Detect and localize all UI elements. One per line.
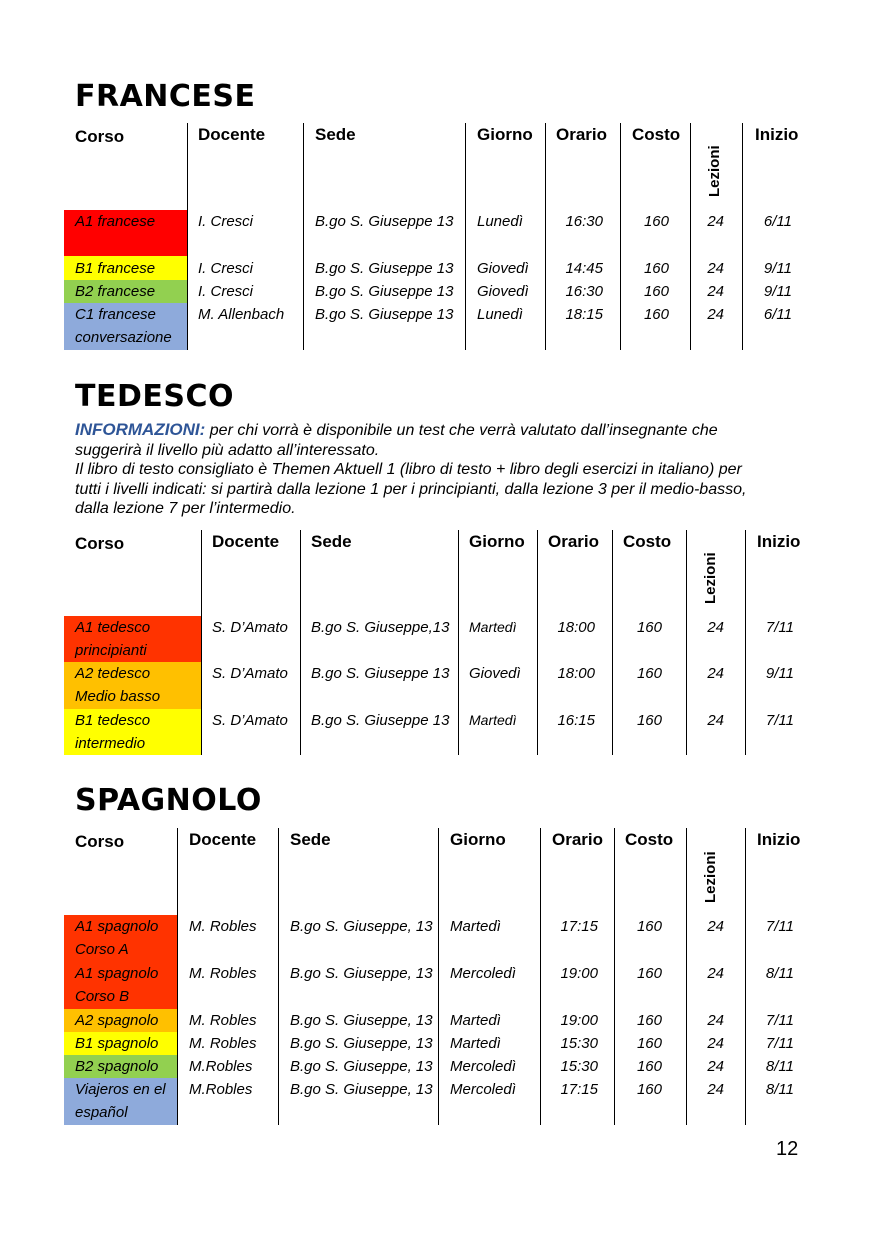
cost: 160	[636, 1058, 662, 1075]
course-name: B2 spagnolo	[75, 1058, 159, 1075]
time: 15:30	[560, 1035, 598, 1052]
time: 18:00	[557, 665, 595, 682]
teacher: M. Robles	[189, 1035, 257, 1052]
cost: 160	[636, 1035, 662, 1052]
day: Martedì	[469, 619, 517, 635]
time: 15:30	[560, 1058, 598, 1075]
time: 18:00	[557, 619, 595, 636]
cost: 160	[636, 1081, 662, 1098]
page-number: 12	[776, 1138, 799, 1160]
time: 18:15	[565, 306, 603, 323]
lessons: 24	[707, 665, 724, 682]
teacher: S. D’Amato	[212, 619, 288, 636]
header-sede: Sede	[315, 125, 356, 144]
time: 16:30	[565, 283, 603, 300]
location: B.go S. Giuseppe, 13	[290, 1081, 433, 1098]
teacher: I. Cresci	[198, 213, 254, 230]
time: 14:45	[565, 260, 603, 277]
course-name: B2 francese	[75, 283, 156, 300]
lessons: 24	[707, 1012, 724, 1029]
lessons: 24	[707, 1081, 724, 1098]
course-name: A1 francese	[75, 213, 156, 230]
course-name: A2 spagnolo	[75, 1012, 159, 1029]
course-name: B1 spagnolo	[75, 1035, 159, 1052]
info-text: Il libro di testo consigliato è Themen Aktuell 1 (libro di testo + libro degli esercizi in italiano) per	[75, 461, 742, 478]
info-text: per chi vorrà è disponibile un test che verrà valutato dall’insegnante che	[205, 422, 718, 439]
location: B.go S. Giuseppe 13	[311, 665, 450, 682]
start-date: 8/11	[765, 1081, 794, 1098]
header-corso: Corso	[75, 534, 125, 553]
location: B.go S. Giuseppe 13	[311, 712, 450, 729]
start-date: 9/11	[763, 283, 792, 300]
time: 19:00	[560, 965, 598, 982]
cost: 160	[636, 1012, 662, 1029]
header-corso: Corso	[75, 127, 125, 146]
day: Martedì	[450, 1035, 501, 1052]
start-date: 8/11	[765, 965, 794, 982]
lessons: 24	[707, 1035, 724, 1052]
location: B.go S. Giuseppe 13	[315, 213, 454, 230]
course-name-line2: principianti	[75, 642, 147, 659]
info-text: dalla lezione 7 per l’intermedio.	[75, 500, 296, 517]
day: Martedì	[469, 712, 517, 728]
cost: 160	[643, 283, 669, 300]
teacher: M.Robles	[189, 1081, 253, 1098]
course-name: C1 francese	[75, 306, 156, 323]
teacher: M. Robles	[189, 965, 257, 982]
cost: 160	[636, 665, 662, 682]
info-label: INFORMAZIONI:	[75, 420, 206, 439]
header-giorno: Giorno	[469, 532, 525, 551]
location: B.go S. Giuseppe,13	[311, 619, 450, 636]
column-divider	[177, 828, 178, 1125]
cost: 160	[643, 213, 669, 230]
lessons: 24	[707, 918, 724, 935]
course-name: A1 spagnolo	[75, 965, 159, 982]
day: Lunedì	[477, 306, 523, 323]
day: Lunedì	[477, 213, 523, 230]
section-title-tedesco: TEDESCO	[75, 379, 234, 414]
time: 16:15	[557, 712, 595, 729]
teacher: S. D’Amato	[212, 712, 288, 729]
info-text: suggerirà il livello più adatto all’interessato.	[75, 441, 380, 459]
lessons: 24	[707, 306, 724, 323]
start-date: 7/11	[765, 1012, 794, 1029]
location: B.go S. Giuseppe, 13	[290, 1012, 433, 1029]
day: Giovedì	[477, 260, 529, 277]
lessons: 24	[707, 712, 724, 729]
teacher: M. Robles	[189, 1012, 257, 1029]
lessons: 24	[707, 965, 724, 982]
header-giorno: Giorno	[450, 830, 506, 849]
teacher: I. Cresci	[198, 260, 254, 277]
start-date: 9/11	[765, 665, 794, 682]
start-date: 6/11	[763, 213, 792, 230]
course-name: Viajeros en el	[75, 1081, 166, 1098]
course-name-line2: español	[75, 1104, 128, 1121]
start-date: 7/11	[765, 619, 794, 636]
header-docente: Docente	[198, 125, 266, 144]
course-name: A1 spagnolo	[75, 918, 159, 935]
start-date: 7/11	[765, 712, 794, 729]
column-divider	[745, 828, 746, 1125]
header-sede: Sede	[290, 830, 331, 849]
time: 17:15	[560, 1081, 598, 1098]
start-date: 9/11	[763, 260, 792, 277]
section-title-francese: FRANCESE	[75, 79, 256, 114]
column-divider	[540, 828, 541, 1125]
day: Martedì	[450, 918, 501, 935]
location: B.go S. Giuseppe, 13	[290, 918, 433, 935]
header-costo: Costo	[625, 830, 674, 849]
course-name: B1 francese	[75, 260, 156, 277]
location: B.go S. Giuseppe, 13	[290, 1058, 433, 1075]
lessons: 24	[707, 1058, 724, 1075]
course-name: B1 tedesco	[75, 712, 151, 729]
teacher: I. Cresci	[198, 283, 254, 300]
header-inizio: Inizio	[755, 125, 799, 144]
header-giorno: Giorno	[477, 125, 533, 144]
time: 17:15	[560, 918, 598, 935]
cost: 160	[636, 965, 662, 982]
cost: 160	[636, 918, 662, 935]
header-inizio: Inizio	[757, 830, 801, 849]
section-title-spagnolo: SPAGNOLO	[75, 783, 262, 818]
course-name: A1 tedesco	[75, 619, 151, 636]
header-corso: Corso	[75, 832, 125, 851]
start-date: 8/11	[765, 1058, 794, 1075]
header-docente: Docente	[189, 830, 257, 849]
header-orario: Orario	[556, 125, 608, 144]
time: 19:00	[560, 1012, 598, 1029]
location: B.go S. Giuseppe 13	[315, 283, 454, 300]
location: B.go S. Giuseppe 13	[315, 260, 454, 277]
column-divider	[614, 828, 615, 1125]
day: Mercoledì	[450, 965, 516, 982]
lessons: 24	[707, 619, 724, 636]
day: Mercoledì	[450, 1081, 516, 1098]
header-costo: Costo	[623, 532, 672, 551]
day: Giovedì	[477, 283, 529, 300]
cost: 160	[643, 306, 669, 323]
cost: 160	[636, 712, 662, 729]
header-docente: Docente	[212, 532, 280, 551]
header-orario: Orario	[548, 532, 600, 551]
day: Giovedì	[469, 665, 521, 682]
start-date: 6/11	[763, 306, 792, 323]
header-costo: Costo	[632, 125, 681, 144]
header-lezioni: Lezioni	[706, 145, 723, 197]
course-name-line2: conversazione	[75, 329, 172, 346]
info-text: tutti i livelli indicati: si partirà dalla lezione 1 per i principianti, dalla lezione 3 per il medio-basso,	[75, 480, 747, 498]
lessons: 24	[707, 283, 724, 300]
course-name-line2: Corso B	[75, 988, 130, 1005]
course-name-line2: Corso A	[75, 941, 129, 958]
location: B.go S. Giuseppe, 13	[290, 965, 433, 982]
column-divider	[438, 828, 439, 1125]
day: Martedì	[450, 1012, 501, 1029]
lessons: 24	[707, 213, 724, 230]
column-divider	[278, 828, 279, 1125]
day: Mercoledì	[450, 1058, 516, 1075]
header-lezioni: Lezioni	[702, 851, 719, 903]
course-name-line2: intermedio	[75, 735, 146, 752]
start-date: 7/11	[765, 918, 794, 935]
teacher: M. Robles	[189, 918, 257, 935]
course-name-line2: Medio basso	[75, 688, 161, 705]
location: B.go S. Giuseppe 13	[315, 306, 454, 323]
column-divider	[686, 828, 687, 1125]
start-date: 7/11	[765, 1035, 794, 1052]
header-lezioni: Lezioni	[702, 552, 719, 604]
cost: 160	[643, 260, 669, 277]
lessons: 24	[707, 260, 724, 277]
teacher: S. D’Amato	[212, 665, 288, 682]
teacher: M.Robles	[189, 1058, 253, 1075]
header-orario: Orario	[552, 830, 604, 849]
header-sede: Sede	[311, 532, 352, 551]
time: 16:30	[565, 213, 603, 230]
location: B.go S. Giuseppe, 13	[290, 1035, 433, 1052]
course-name: A2 tedesco	[75, 665, 151, 682]
header-inizio: Inizio	[757, 532, 801, 551]
teacher: M. Allenbach	[198, 306, 285, 323]
cost: 160	[636, 619, 662, 636]
